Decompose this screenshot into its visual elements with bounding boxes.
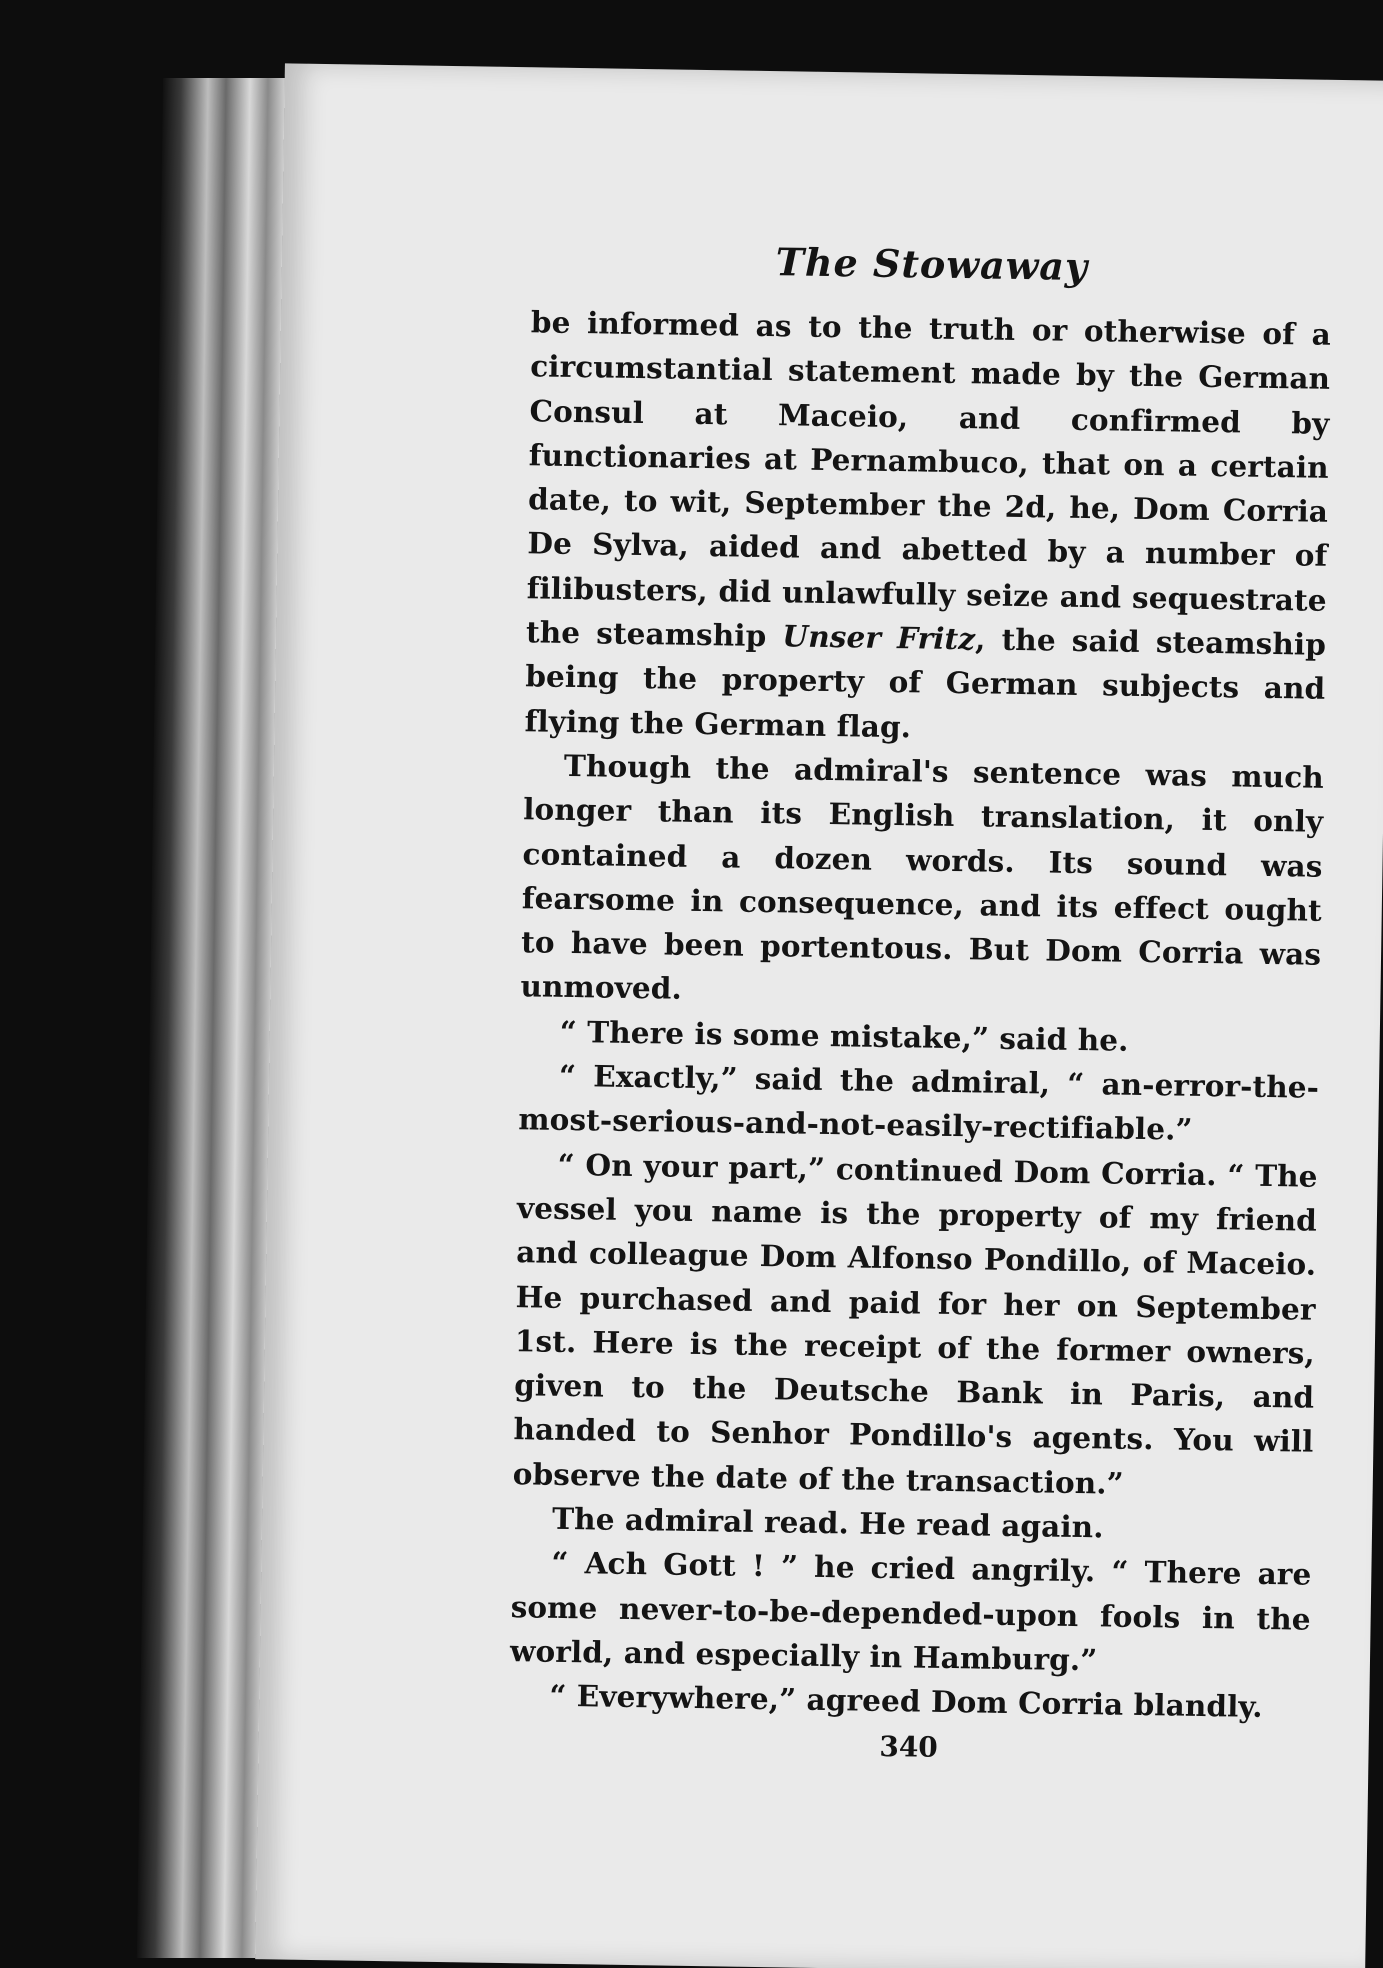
- paragraph-2: Though the admiral's sentence was much longer than its English translation, it only contained a dozen words. Its sound was fearsome in consequence, and its effect ought to have been portentous. But Dom Corria was unmoved.: [520, 747, 1325, 1007]
- ship-name: Unser Fritz: [782, 618, 976, 657]
- page-number: 340: [879, 1729, 939, 1764]
- paragraph-5: “ On your part,” continued Dom Corria. “ The vessel you name is the property of my friend and colleague Dom Alfonso Pondillo, of Maceio. He purchased and paid for her on September 1st. Here is the receipt of the former owners, given to the Deutsche Bank in Paris, and handed to Senhor Pondillo's agents. You will observe the date of the transaction.”: [512, 1146, 1318, 1501]
- paragraph-3: “ There is some mistake,” said he.: [559, 1013, 1129, 1058]
- paragraph-6: The admiral read. He read again.: [551, 1500, 1104, 1545]
- paragraph-7: “ Ach Gott ! ” he cried angrily. “ There are some never-to-be-depended-upon fools in the world, and especially in Hamburg.”: [509, 1545, 1312, 1678]
- book-page: [255, 63, 1383, 1968]
- paragraph-4: “ Exactly,” said the admiral, “ an-error-the-most-serious-and-not-easily-rectifiable.”: [518, 1057, 1320, 1148]
- paragraph-1: be informed as to the truth or otherwise of a circumstantial statement made by the German Consul at Maceio, and confirmed by functionaries at Pernambuco, that on a certain date, to wit, September the 2d, he, Dom Corria De Sylva, aided and abetted by a number of filibusters, did unlawfully seize and sequestrate the steamship Unser Fritz, the said steamship being the property of German subjects and flying the German flag.: [524, 304, 1332, 744]
- running-head: The Stowaway: [775, 239, 1089, 290]
- paragraph-8: “ Everywhere,” agreed Dom Corria blandly.: [549, 1677, 1263, 1725]
- page-content: [508, 235, 1332, 1769]
